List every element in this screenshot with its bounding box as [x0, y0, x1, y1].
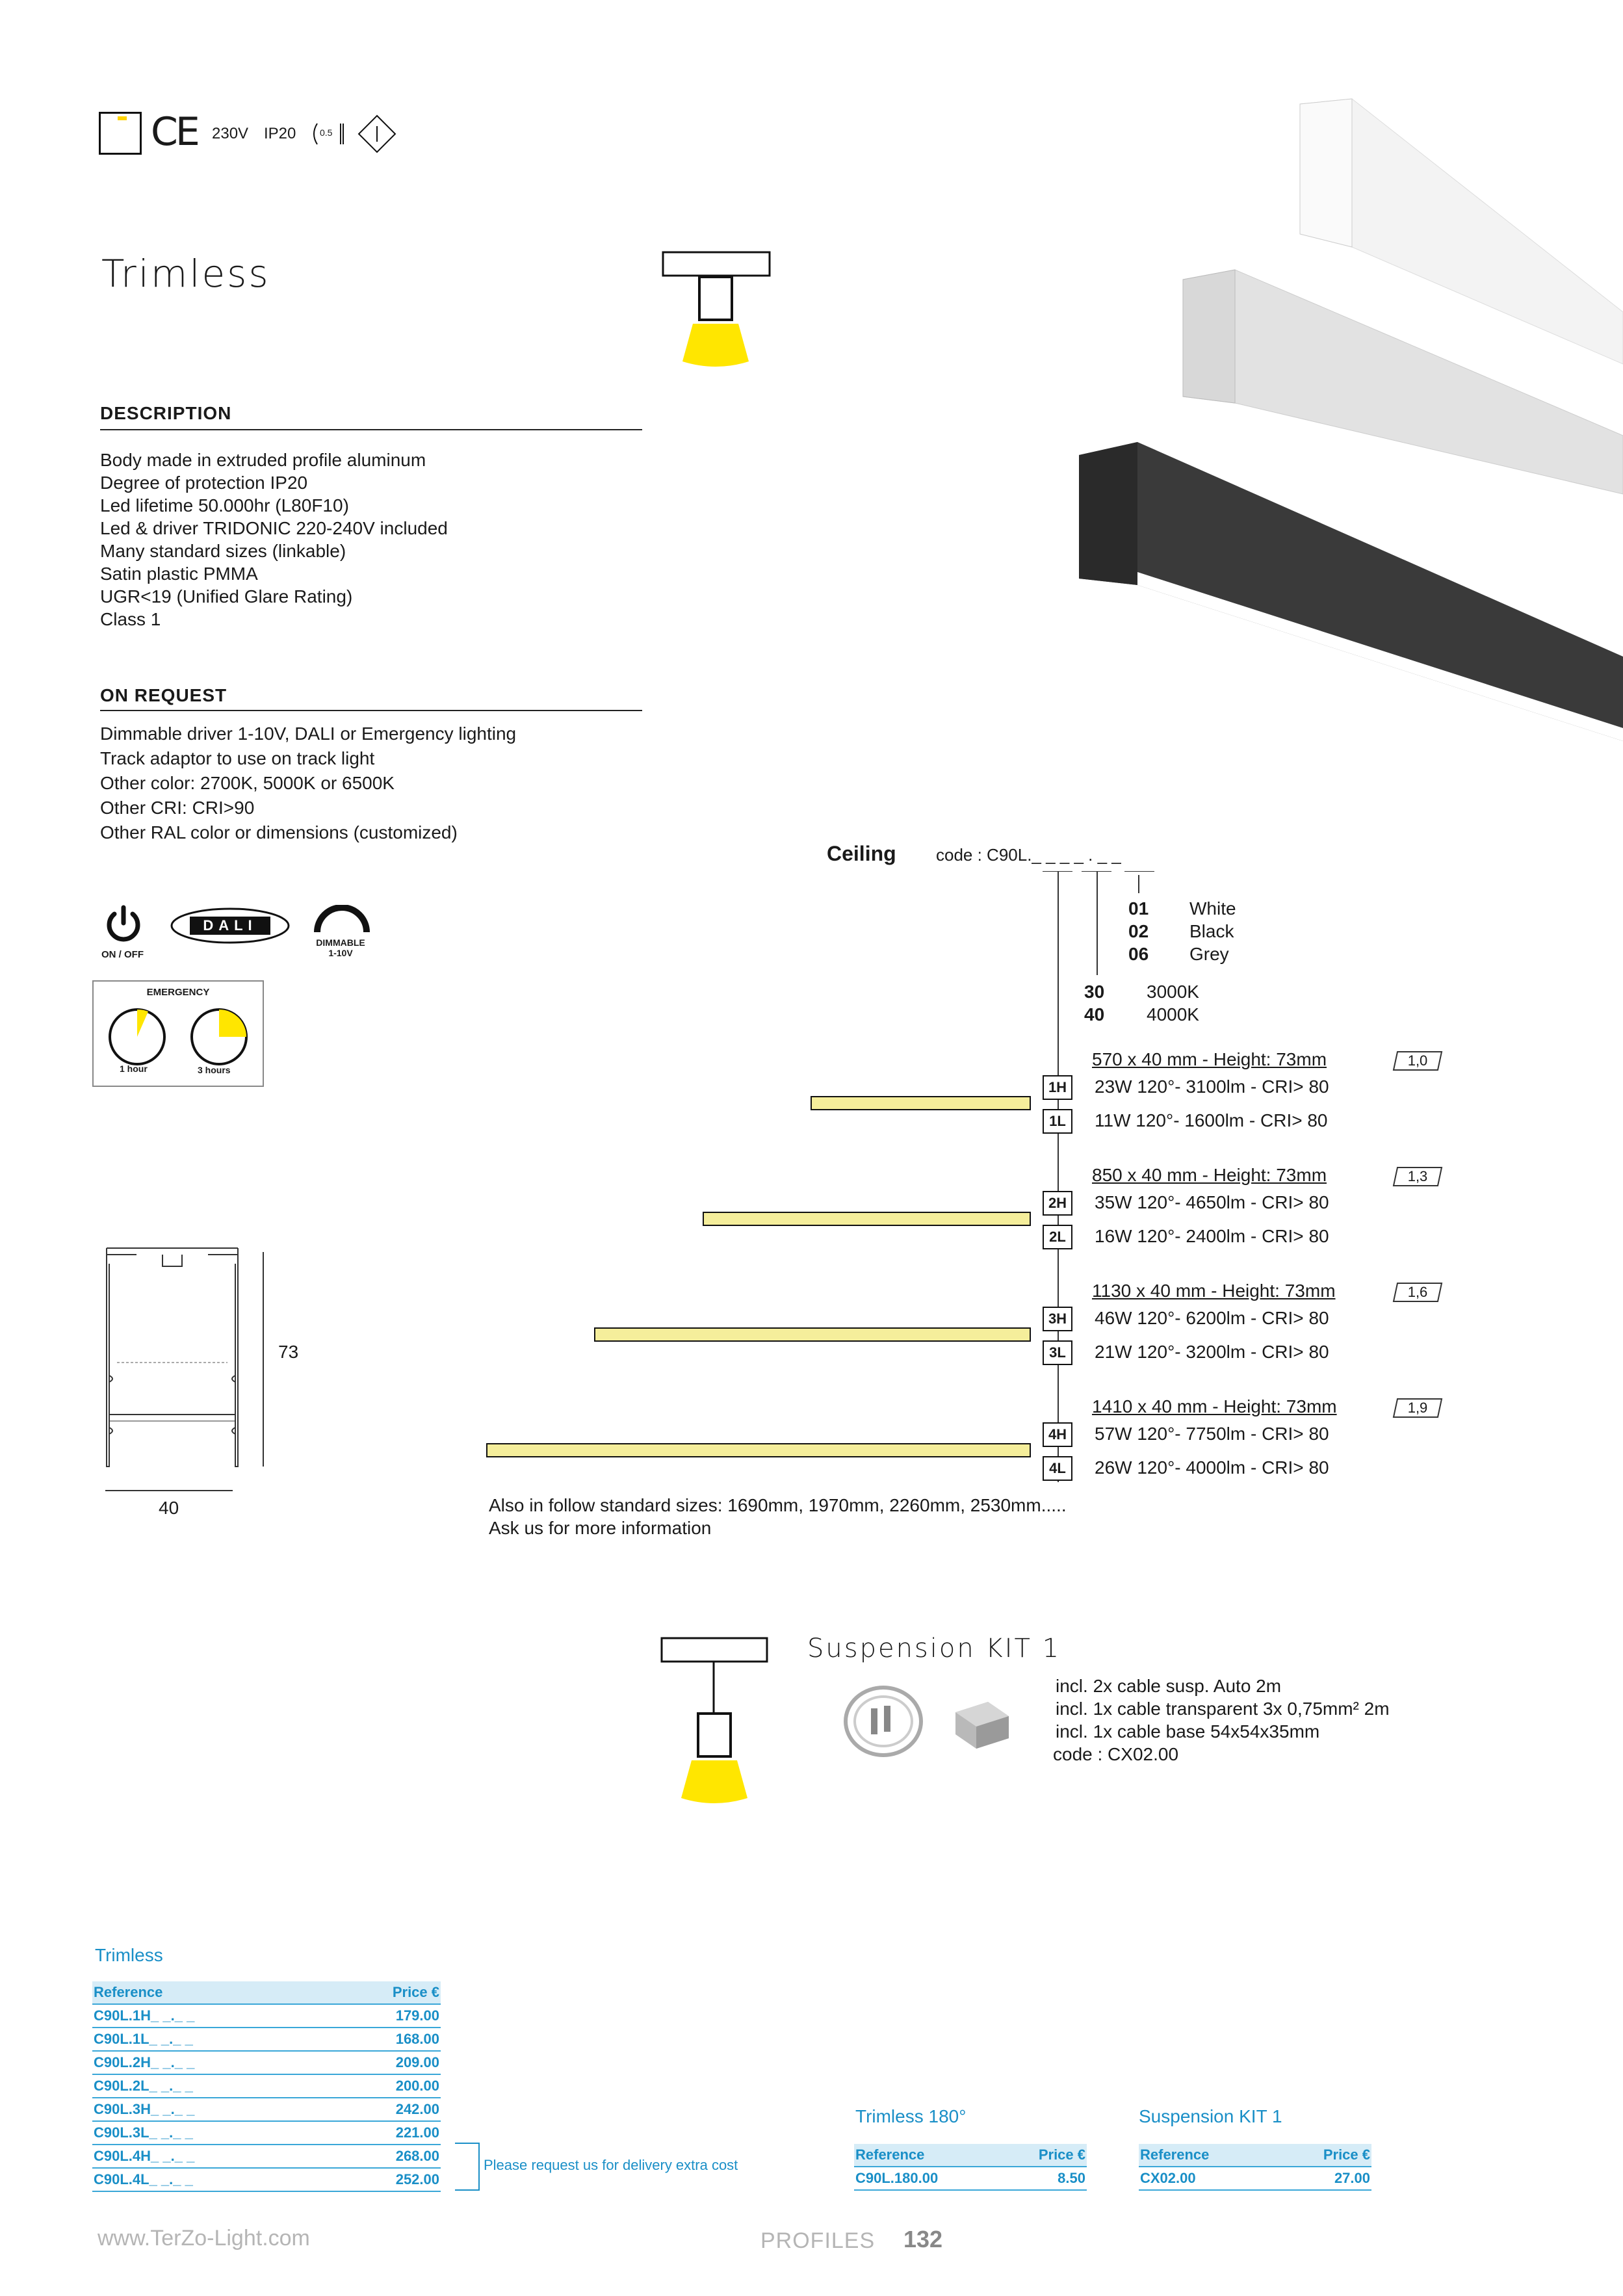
on-request-line: Other RAL color or dimensions (customized): [100, 822, 458, 842]
emergency-box: EMERGENCY 1 hour 3 hours: [92, 980, 264, 1087]
description-line: Many standard sizes (linkable): [100, 541, 346, 561]
weight-badge: 1,6: [1392, 1282, 1443, 1303]
size-title: 1130 x 40 mm - Height: 73mm: [1092, 1281, 1336, 1301]
variant-spec: 46W 120°- 6200lm - CRI> 80: [1095, 1308, 1329, 1328]
variant-spec: 57W 120°- 7750lm - CRI> 80: [1095, 1424, 1329, 1444]
indoor-icon: [99, 112, 142, 155]
table-row: C90L.1L_ _._ _ 168.00: [92, 2028, 441, 2051]
description-line: Degree of protection IP20: [100, 473, 308, 493]
variant-spec: 11W 120°- 1600lm - CRI> 80: [1095, 1110, 1328, 1130]
onoff-label: ON / OFF: [101, 949, 144, 960]
table-row: C90L.1H_ _._ _ 179.00: [92, 2004, 441, 2028]
delivery-bracket: [455, 2143, 480, 2191]
weight-badge: 1,3: [1392, 1166, 1443, 1187]
table-row: C90L.2L_ _._ _ 200.00: [92, 2074, 441, 2098]
price-kit-table: Reference Price € CX02.00 27.00: [1139, 2144, 1371, 2191]
variant-spec: 23W 120°- 3100lm - CRI> 80: [1095, 1076, 1329, 1097]
temperature-option: 30 3000K: [1084, 982, 1199, 1002]
ceiling-code: code : C90L._ _ _ _ . _ _: [936, 845, 1121, 865]
profile-length-bar: [486, 1443, 1031, 1457]
ceiling-label: Ceiling: [827, 842, 896, 865]
footer-page-number: 132: [903, 2226, 943, 2252]
footer-website[interactable]: www.TerZo-Light.com: [97, 2226, 310, 2250]
dali-icon: DALI: [170, 907, 290, 944]
on-request-line: Track adaptor to use on track light: [100, 748, 375, 768]
ip-rating-label: IP20: [264, 125, 296, 142]
profile-length-bar: [703, 1212, 1031, 1226]
table-row: C90L.180.00 8.50: [854, 2167, 1087, 2190]
table-row: C90L.3L_ _._ _ 221.00: [92, 2121, 441, 2145]
color-options: [1128, 897, 1236, 965]
size-title: 570 x 40 mm - Height: 73mm: [1092, 1049, 1327, 1069]
table-row: CX02.00 27.00: [1139, 2167, 1371, 2190]
variant-spec: 26W 120°- 4000lm - CRI> 80: [1095, 1457, 1329, 1478]
description-line: Body made in extruded profile aluminum: [100, 450, 426, 470]
suspension-diagram: [660, 1637, 770, 1812]
suspension-details: [1053, 1675, 1390, 1766]
color-option: 06 Grey: [1128, 944, 1229, 964]
description-line: Satin plastic PMMA: [100, 564, 258, 584]
dimmable-icon: DIMMABLE 1-10V: [308, 905, 373, 963]
cable-kit-photo: [841, 1682, 926, 1760]
variant-code-box: 3L: [1043, 1340, 1072, 1365]
variant-code-box: 1L: [1043, 1109, 1072, 1134]
description-heading: DESCRIPTION: [100, 403, 232, 423]
profile-length-bar: [594, 1327, 1031, 1342]
more-info-note: Ask us for more information: [489, 1518, 712, 1538]
height-dimension-label: 73: [278, 1342, 299, 1362]
emergency-label: EMERGENCY: [146, 987, 210, 998]
on-request-line: Other CRI: CRI>90: [100, 798, 255, 818]
suspension-line: incl. 2x cable susp. Auto 2m: [1056, 1676, 1282, 1696]
color-option: 01 White: [1128, 898, 1236, 919]
on-request-line: Other color: 2700K, 5000K or 6500K: [100, 773, 395, 793]
voltage-label: 230V: [212, 125, 249, 142]
width-dimension-line: [105, 1490, 233, 1491]
emergency-1hour-icon: [108, 1008, 166, 1066]
table-row: C90L.3H_ _._ _ 242.00: [92, 2098, 441, 2121]
on-request-list: [100, 722, 516, 845]
variant-code-box: 1H: [1043, 1075, 1072, 1100]
table-row: C90L.2H_ _._ _ 209.00: [92, 2051, 441, 2074]
variant-code-box: 2L: [1043, 1225, 1072, 1249]
on-request-line: Dimmable driver 1-10V, DALI or Emergency lighting: [100, 724, 517, 744]
variant-spec: 35W 120°- 4650lm - CRI> 80: [1095, 1192, 1329, 1212]
description-list: [100, 449, 448, 631]
standard-sizes-note: Also in follow standard sizes: 1690mm, 1970mm, 2260mm, 2530mm.....: [489, 1495, 1067, 1515]
suspension-line: incl. 1x cable base 54x54x35mm: [1056, 1721, 1320, 1742]
on-request-heading: ON REQUEST: [100, 685, 227, 705]
weight-badge: 1,9: [1392, 1398, 1443, 1418]
emergency-3hour-icon: [190, 1008, 248, 1066]
size-title: 1410 x 40 mm - Height: 73mm: [1092, 1396, 1337, 1416]
price-180-title: Trimless 180°: [855, 2106, 967, 2126]
suspension-line: incl. 1x cable transparent 3x 0,75mm² 2m: [1056, 1699, 1390, 1719]
variant-spec: 21W 120°- 3200lm - CRI> 80: [1095, 1342, 1329, 1362]
product-photo: [1066, 91, 1623, 754]
weight-badge: 1,0: [1392, 1050, 1443, 1071]
table-row: C90L.4H_ _._ _ 268.00: [92, 2145, 441, 2168]
variant-code-box: 2H: [1043, 1191, 1072, 1216]
description-rule: [100, 429, 642, 430]
price-180-table: Reference Price € C90L.180.00 8.50: [854, 2144, 1087, 2191]
on-request-rule: [100, 710, 642, 711]
page-title: Trimless: [101, 252, 270, 296]
class-diamond-icon: [357, 114, 396, 153]
width-dimension-label: 40: [159, 1498, 179, 1518]
suspension-title: Suspension KIT 1: [807, 1634, 1061, 1663]
description-line: Class 1: [100, 609, 161, 629]
height-dimension-line: [263, 1252, 264, 1467]
color-option: 02 Black: [1128, 921, 1234, 941]
price-kit-title: Suspension KIT 1: [1139, 2106, 1282, 2126]
footer-section: PROFILES: [760, 2228, 876, 2253]
variant-spec: 16W 120°- 2400lm - CRI> 80: [1095, 1226, 1329, 1246]
suspension-line: code : CX02.00: [1053, 1744, 1179, 1764]
profile-cross-section: [97, 1246, 247, 1473]
delivery-note: Please request us for delivery extra cost: [484, 2157, 738, 2173]
description-line: UGR<19 (Unified Glare Rating): [100, 586, 353, 607]
description-line: Led lifetime 50.000hr (L80F10): [100, 495, 349, 515]
cable-base-photo: [949, 1693, 1014, 1751]
distance-rating-icon: 0.5: [311, 121, 346, 147]
profile-length-bar: [811, 1096, 1031, 1110]
table-row: C90L.4L_ _._ _ 252.00: [92, 2168, 441, 2191]
variant-code-box: 4H: [1043, 1422, 1072, 1447]
power-icon: [103, 904, 144, 945]
variant-code-box: 3H: [1043, 1307, 1072, 1331]
temperature-option: 40 4000K: [1084, 1004, 1199, 1024]
price-trimless-title: Trimless: [95, 1945, 163, 1965]
temperature-options: [1084, 980, 1199, 1026]
ceiling-mount-diagram: [662, 251, 771, 374]
price-trimless-table: Reference Price € C90L.1H_ _._ _ 179.00 C90L.1L_ _._ _ 168.00 C90L.2H_ _._ _ 209.00 C90L.2L_ _._ _ 200.00 C90L.3H_ _._ _ 242.00 C90L.3L_ _._ _ 221.00 C90L.4H_ _._ _ 268.00 C90L.4L_ _._ _ 252.00: [92, 1981, 441, 2192]
description-line: Led & driver TRIDONIC 220-240V included: [100, 518, 448, 538]
size-title: 850 x 40 mm - Height: 73mm: [1092, 1165, 1327, 1185]
ce-mark-icon: CE: [151, 109, 198, 155]
variant-code-box: 4L: [1043, 1456, 1072, 1481]
